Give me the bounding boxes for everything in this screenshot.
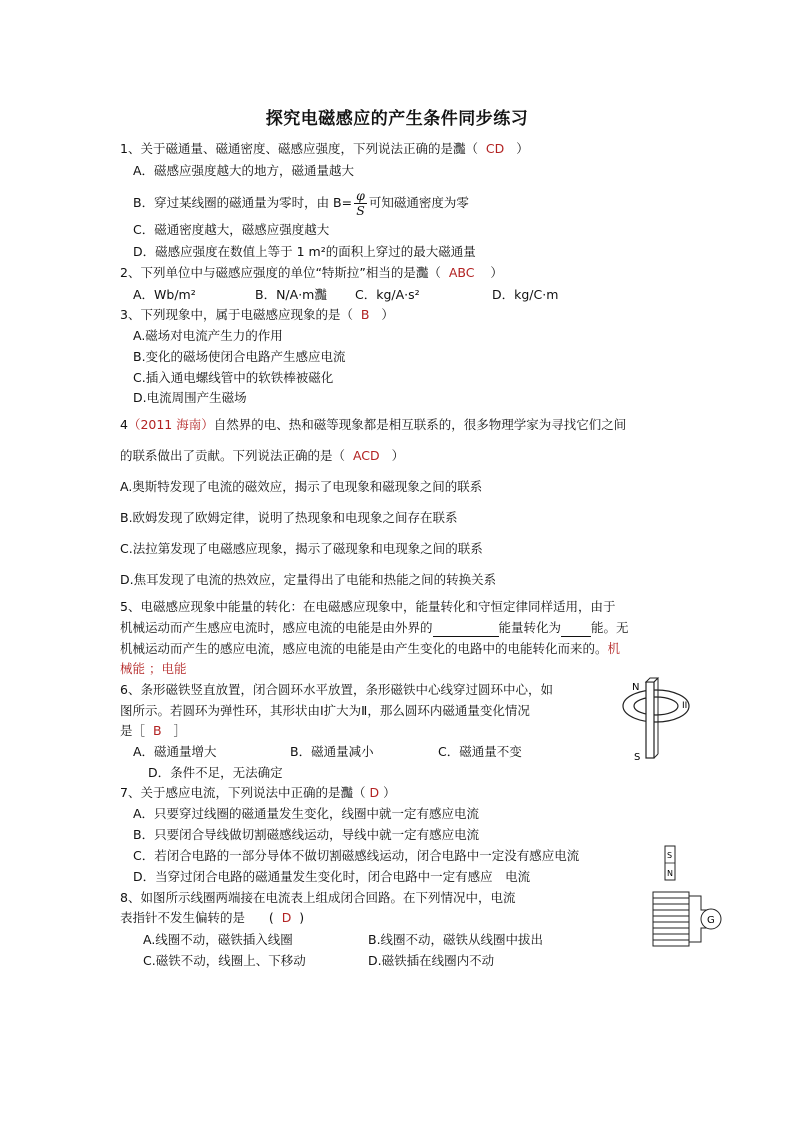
magnet-north-label: N [632,682,640,693]
question-4-option-a: A.奥斯特发现了电流的磁效应，揭示了电现象和磁现象之间的联系 [120,479,483,494]
question-6-option-c: C．磁通量不变 [438,744,522,759]
question-6-line-3: 是［ B ］ [120,723,186,738]
coil-galvanometer-figure [645,844,727,950]
question-2-stem: 2、下列单位中与磁感应强度的单位“特斯拉”相当的是灩（ ABC ） [120,265,503,280]
question-8-option-a: A.线圈不动，磁铁插入线圈 [143,932,293,947]
question-6-answer: B [152,723,162,738]
question-4-option-b: B.欧姆发现了欧姆定律，说明了热现象和电现象之间存在联系 [120,510,458,525]
question-8-line-1: 8、如图所示线圈两端接在电流表上组成闭合回路。在下列情况中，电流 [120,890,516,905]
question-8-option-c: C.磁铁不动，线圈上、下移动 [143,953,306,968]
question-8-option-b: B.线圈不动，磁铁从线圈中拔出 [368,932,544,947]
question-2-option-d: D．kg/C·m [492,287,559,302]
question-2-option-c: C．kg/A·s² [355,287,420,302]
question-7-option-c: C．若闭合电路的一部分导体不做切割磁感线运动，闭合电路中一定没有感应电流 [133,848,580,863]
question-1-option-a: A．磁感应强度越大的地方，磁通量越大 [133,163,355,178]
question-8-option-d: D.磁铁插在线圈内不动 [368,953,495,968]
question-6-line-2: 图所示。若圆环为弹性环，其形状由Ⅰ扩大为Ⅱ，那么圆环内磁通量变化情况 [120,703,530,718]
question-7-option-d: D．当穿过闭合电路的磁通量发生变化时，闭合电路中一定有感应 电流 [133,869,531,884]
page-title: 探究电磁感应的产生条件同步练习 [265,109,529,129]
question-7-option-a: A．只要穿过线圈的磁通量发生变化，线圈中就一定有感应电流 [133,806,480,821]
question-5-answer-part-2: 械能 ；电能 [120,661,187,676]
question-4-option-c: C.法拉第发现了电磁感应现象，揭示了磁现象和电现象之间的联系 [120,541,483,556]
fill-blank [561,622,591,637]
question-3-option-c: C.插入通电螺线管中的软铁棒被磁化 [133,370,334,385]
question-1-option-b: B．穿过某线圈的磁通量为零时，由 B= $\frac{\varphi}{S}$ 可知磁通密度为零 [133,188,469,218]
question-7-answer: D [369,785,380,800]
ring-i [634,697,678,715]
question-3-option-d: D.电流周围产生磁场 [133,390,247,405]
question-5-line-3: 机械运动而产生的感应电流，感应电流的电能是由产生变化的电路中的电能转化而来的。机 [120,641,621,656]
question-3-stem: 3、下列现象中，属于电磁感应现象的是（ B ） [120,307,394,322]
ring-ii-label: II [682,701,688,711]
question-7-option-b: B．只要闭合导线做切割磁感线运动，导线中就一定有感应电流 [133,827,480,842]
question-1-option-c: C．磁通密度越大，磁感应强度越大 [133,222,330,237]
question-6-line-1: 6、条形磁铁竖直放置，闭合圆环水平放置，条形磁铁中心线穿过圆环中心，如 [120,682,553,697]
question-3-answer: B [360,307,370,322]
question-7-stem: 7、关于感应电流，下列说法中正确的是灩（ D ） [120,785,396,800]
wire [689,928,708,942]
question-4-source: （2011 海南） [127,417,214,432]
wire [689,896,708,910]
question-1-stem: 1、关于磁通量、磁通密度、磁感应强度，下列说法正确的是灩（ CD ） [120,141,529,156]
question-1-option-d: D．磁感应强度在数值上等于 1 m²的面积上穿过的最大磁通量 [133,244,476,259]
question-8-line-2: 表指针不发生偏转的是 ( D ) [120,910,305,925]
fill-blank [433,622,499,637]
question-2-option-a: A．Wb/m² [133,287,196,302]
question-1-answer: CD [485,141,505,156]
question-8-answer: D [281,910,292,925]
formula-fraction: $\frac{\varphi}{S}$ [356,188,365,218]
question-6-option-a: A．磁通量增大 [133,744,217,759]
question-4-answer: ACD [352,448,380,463]
question-4-option-d: D.焦耳发现了电流的热效应，定量得出了电能和热能之间的转换关系 [120,572,497,587]
question-2-option-b: B．N/A·m灩 [255,287,327,302]
magnet-ring-figure [620,676,700,766]
question-4-stem-line-1: 4（2011 海南）自然界的电、热和磁等现象都是相互联系的，很多物理学家为寻找它们之间 [120,417,627,432]
question-5-answer-part-1: 机 [607,641,621,656]
question-4-stem-line-2: 的联系做出了贡献。下列说法正确的是（ ACD ） [120,448,405,463]
question-2-answer: ABC [448,265,475,280]
coil-windings [653,898,689,940]
galvanometer-label: G [707,915,715,926]
question-6-option-b: B．磁通量减小 [290,744,374,759]
question-6-option-d: D．条件不足，无法确定 [148,765,283,780]
question-5-line-2: 机械运动而产生感应电流时，感应电流的电能是由外界的 能量转化为 能。无 [120,620,629,635]
question-5-line-1: 5、电磁感应现象中能量的转化：在电磁感应现象中，能量转化和守恒定律同样适用，由于 [120,599,616,614]
ring-ii [623,690,689,722]
magnet-south-label: S [634,752,641,763]
bar-magnet [646,682,654,758]
coil-frame [653,892,689,946]
question-3-option-b: B.变化的磁场使闭合电路产生感应电流 [133,349,346,364]
magnet-south-label: S [667,851,673,860]
magnet-north-label: N [667,869,673,878]
question-3-option-a: A.磁场对电流产生力的作用 [133,328,283,343]
